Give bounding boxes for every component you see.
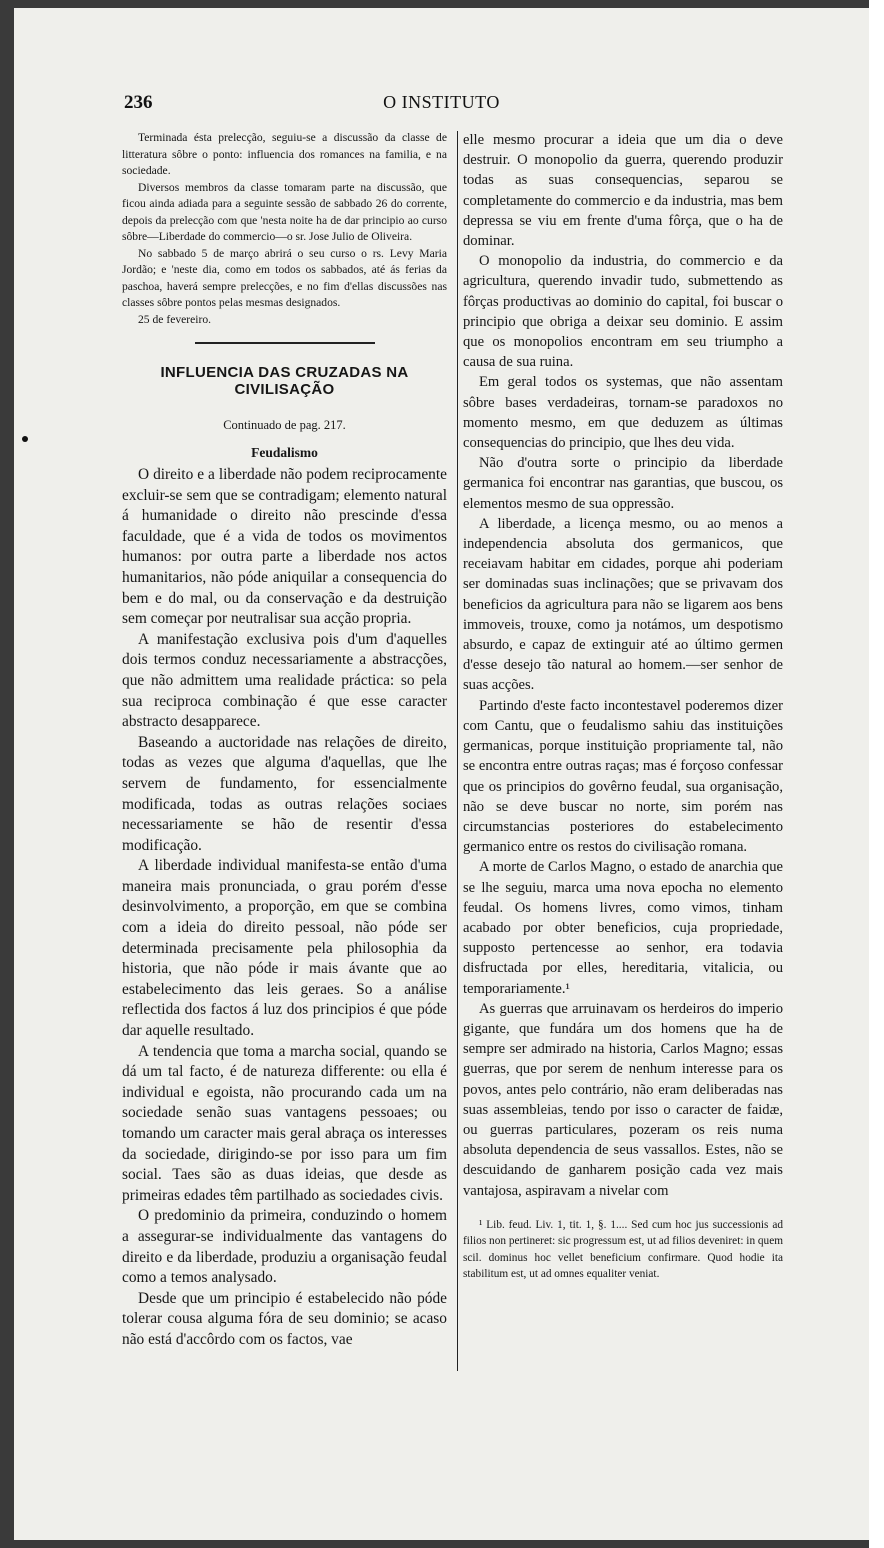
journal-title: O INSTITUTO: [383, 92, 500, 112]
continued-note: Continuado de pag. 217.: [223, 418, 346, 432]
body-paragraph: A morte de Carlos Magno, o estado de anarchia que se lhe seguiu, marca uma nova epocha no elemento feudal. Os homens livres, como vimos, tinham acabado por obter beneficios, cuja propriedade, supposto pertencesse ao senhor, era todavia disfructada por elles, hereditaria, vitalicia, ou temporariamente.¹: [463, 859, 783, 997]
note-paragraph: Diversos membros da classe tomaram parte na discussão, que ficou ainda adiada para a seguinte sessão de sabbado 26 do corrente, depois da prelecção com que 'nesta noite ha de dar principio ao curso sôbre—Liberdade do commercio—o sr. Jose Julio de Oliveira.: [122, 180, 447, 243]
note-paragraph: Terminada ésta prelecção, seguiu-se a discussão da classe de litteratura sôbre o ponto: influencia dos romances na familia, e na sociedade.: [122, 131, 447, 177]
body-paragraph: As guerras que arruinavam os herdeiros do imperio gigante, que fundára um dos homens que ha de sempre ser admirado na historia, Carlos Magno; essas guerras, que por serem de nenhum interesse para os povos, antes pelo contrário, não eram deliberadas nas suas assembleias, tendo por isso o caracter de faidæ, ou guerras particulares, pozeram os reis numa absoluta dependencia de seus vassallos. Estes, não se descuidando de ganharem posição cada vez mais vantajosa, aspiravam a nivelar com: [463, 1000, 783, 1199]
page-number: 236: [124, 92, 153, 113]
article-body-left: [122, 465, 447, 1351]
body-paragraph: A liberdade, a licença mesmo, ou ao menos a independencia absoluta dos germanicos, que receiavam habitar em cidades, porque ahi poderiam ser dominadas suas inclinações; que se privavam dos beneficios da agricultura para não se ligarem aos bens immoveis, trouxe, como ja notámos, um despotismo absurdo, e capaz de extinguir até ao último germen d'esse desejo tão natural ao homem.—ser senhor de suas acções.: [463, 515, 783, 694]
article-body-right: [463, 130, 783, 1201]
body-paragraph: A tendencia que toma a marcha social, quando se dá um tal facto, é de natureza differente: ou ella é individual e egoista, não procurando cada um na sociedade senão suas vantagens pessoaes; ou tomando um caracter mais geral abraça os interesses da sociedade, dirigindo-se por isso para um fim social. Taes são as duas ideias, que desde as primeiras edades têm partilhado as sociedades civis.: [122, 1042, 447, 1204]
body-paragraph: Desde que um principio é estabelecido não póde tolerar cousa alguma fóra de seu dominio; se acaso não está d'accôrdo com os factos, vae: [122, 1289, 447, 1348]
body-paragraph: A manifestação exclusiva pois d'um d'aquelles dois termos conduz necessariamente a abstracções, que não admittem uma realidade práctica: so pela sua reciproca combinação é que esse caracter abstracto desapparece.: [122, 630, 447, 731]
scanned-page: [14, 8, 869, 1540]
dateline: 25 de fevereiro.: [138, 312, 212, 326]
column-rule: [457, 131, 458, 1371]
body-paragraph: elle mesmo procurar a ideia que um dia o deve destruir. O monopolio da guerra, querendo produzir todas as suas consequencias, separou se completamente do commercio e da industria, mas bem depressa se viu em frente d'uma fôrça, que o ha de dominar.: [463, 132, 783, 250]
right-column: [463, 130, 783, 1283]
footnote-text: ¹ Lib. feud. Liv. 1, tit. 1, §. 1.... Sed cum hoc jus successionis ad filios non pertineret: sic progressum est, ut ad filios deveniret: in quem scil. dominus hoc vellet beneficium confirmare. Quod hodie ita stabilitum est, ut ad omnes equaliter veniat.: [463, 1218, 784, 1281]
body-paragraph: Não d'outra sorte o principio da liberdade germanica foi encontrar nas garantias, que buscou, os elementos mesmo de sua oppressão.: [463, 455, 783, 512]
body-paragraph: Partindo d'este facto incontestavel poderemos dizer com Cantu, que o feudalismo sahiu das instituições germanicas, porque instituição propriamente tal, não se encontra entre outras raças; mas é forçoso confessar que os principios do govêrno feudal, sua organisação, não se deve buscar no norte, sim porém nas circumstancias posteriores do estabelecimento germanico entre os restos do civilisação romana.: [463, 697, 783, 856]
margin-dot: [22, 436, 28, 442]
footnote: [463, 1217, 783, 1283]
body-paragraph: Em geral todos os systemas, que não assentam sôbre bases verdadeiras, tornam-se paradoxos no momento mesmo, em que deduzem as últimas consequencias do principio, que lhes deu vida.: [463, 374, 783, 452]
scan-edge: [869, 0, 884, 1548]
article-title: INFLUENCIA DAS CRUZADAS NA CIVILISAÇÃO: [160, 364, 409, 398]
body-paragraph: O monopolio da industria, do commercio e da agricultura, querendo invadir tudo, submettendo as fôrças productivas ao dominio do capital, foi buscar o principio que obriga a deixar seu dominio. E assim que os monopolios encontram em seu triumpho a causa de sua ruina.: [463, 253, 783, 371]
separator-rule: [195, 342, 375, 344]
body-paragraph: A liberdade individual manifesta-se então d'uma maneira mais pronunciada, o grau porém d'esse desinvolvimento, a proporção, em que se combina com a ideia do direito pessoal, não póde ser determinada precisamente pela philosophia da historia, que não póde ir mais ávante que ao estabelecimento das leis geraes. So a análise reflectida dos factos á luz dos principios é que póde dar aquelle resultado.: [122, 857, 447, 1040]
body-paragraph: O direito e a liberdade não podem reciprocamente excluir-se sem que se contradigam; elemento natural á humanidade o direito não prescinde d'essa faculdade, que é a vida de todos os movimentos humanos: por outra parte a liberdade nos actos humanitarios, não póde aniquilar a consequencia do bem e do mal, ou da conservação e da destruição sem começar por neutralisar sua acção propria.: [122, 466, 447, 628]
note-paragraph: No sabbado 5 de março abrirá o seu curso o rs. Levy Maria Jordão; e 'neste dia, como em todos os sabbados, até ás ferias da paschoa, haverá sempre prelecções, e no fim d'ellas discussões nas classes sôbre pontos pelas mesmas designados.: [122, 246, 447, 309]
left-column: [122, 130, 447, 1351]
body-paragraph: Baseando a auctoridade nas relações de direito, todas as vezes que alguma d'aquellas, que lhe servem de fundamento, for essencialmente modificada, todas as outras relações sociaes necessariamente se hão de resentir d'essa modificação.: [122, 733, 447, 854]
notes-block: [122, 130, 447, 328]
body-paragraph: O predominio da primeira, conduzindo o homem a assegurar-se individualmente das vantagens do direito e da liberdade, produziu a organisação feudal como a temos analysado.: [122, 1207, 447, 1287]
section-heading: Feudalismo: [251, 445, 318, 460]
page-header: [14, 86, 869, 116]
